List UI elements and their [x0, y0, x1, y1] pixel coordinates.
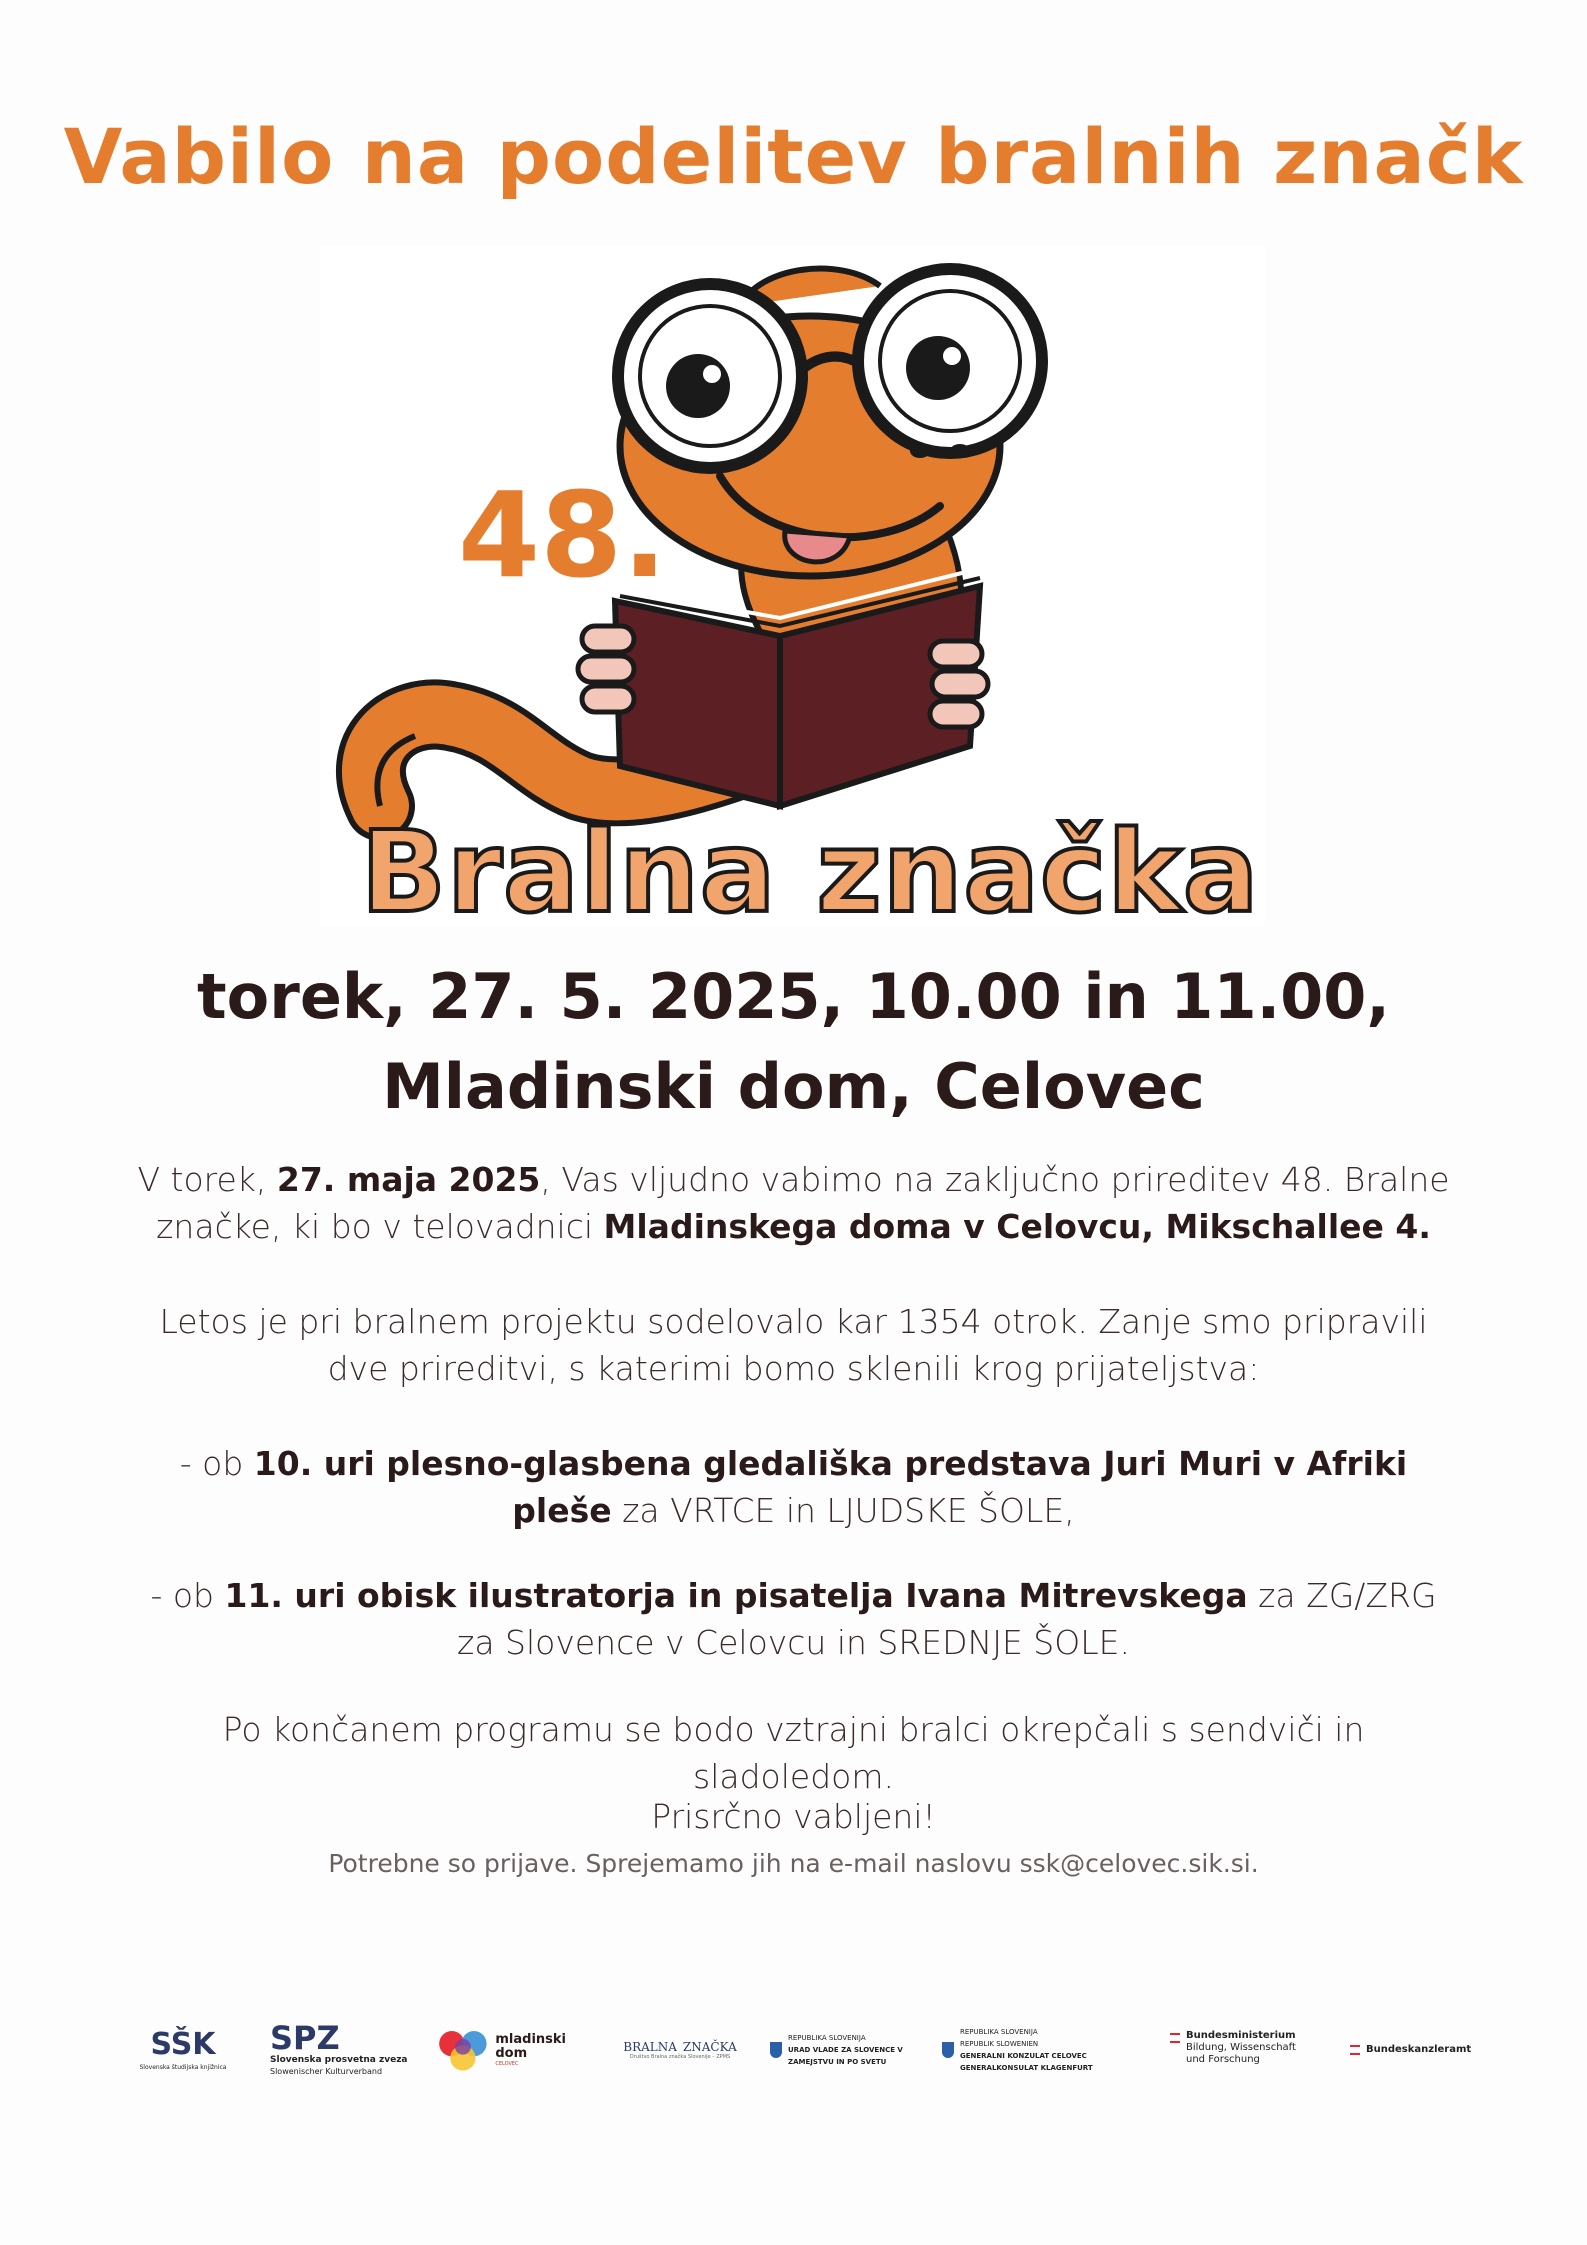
austria-flag-icon: [1350, 2045, 1360, 2055]
konzulat-line-3: GENERALNI KONZULAT CELOVEC: [960, 2052, 1087, 2060]
participants-paragraph: Letos je pri bralnem projektu sodelovalo kar 1354 otrok. Zanje smo pripravili dve prireditvi, s katerimi bomo sklenili krog prijateljstva:: [159, 1302, 1428, 1388]
austria-flag-icon: [1170, 2033, 1180, 2043]
urad-line-2: URAD VLADE ZA SLOVENCE V: [788, 2046, 903, 2054]
registration-note: Potrebne so prijave. Sprejemamo jih na e-mail naslovu ssk@celovec.sik.si.: [328, 1849, 1259, 1878]
bmbwf-line-1: Bundesministerium: [1186, 2030, 1296, 2041]
bmbwf-line-3: und Forschung: [1186, 2054, 1260, 2065]
spz-logo: [270, 2000, 410, 2100]
bundeskanzleramt-logo: [1350, 2000, 1480, 2100]
bmbwf-line-2: Bildung, Wissenschaft: [1186, 2042, 1296, 2053]
slovenia-crest-icon: [770, 2042, 782, 2058]
event-location: Mladinski dom, Celovec: [382, 1050, 1205, 1123]
program-10-audience: za VRTCE in LJUDSKE ŠOLE,: [611, 1491, 1075, 1530]
refreshments-paragraph: Po končanem programu se bodo vztrajni bralci okrepčali s sendviči in sladoledom.: [222, 1710, 1365, 1796]
slovenia-crest-icon: [942, 2042, 954, 2058]
intro-paragraph: [130, 1156, 1457, 1250]
urad-vlade-logo: [770, 2000, 920, 2100]
spz-subtitle-2: Slowenischer Kulturverband: [270, 2067, 383, 2076]
program-11-title: 11. uri obisk ilustratorja in pisatelja Ivana Mitrevskega: [224, 1576, 1248, 1615]
hearts-icon: [436, 2020, 491, 2080]
sponsor-logos: [130, 2000, 1470, 2100]
program-10-prefix: - ob: [179, 1444, 254, 1483]
konzulat-text: [960, 2026, 1093, 2074]
konzulat-line-1: REPUBLIKA SLOVENIJA: [960, 2028, 1038, 2036]
logo-wordmark: Bralna značka: [360, 808, 1260, 938]
intro-text-1: V torek,: [137, 1160, 277, 1199]
bz-wordmark: [623, 2040, 737, 2054]
event-date-time: torek, 27. 5. 2025, 10.00 in 11.00,: [197, 960, 1390, 1033]
konzulat-line-4: GENERALKONSULAT KLAGENFURT: [960, 2064, 1093, 2072]
generalni-konzulat-logo: [942, 2000, 1112, 2100]
urad-line-3: ZAMEJSTVU IN PO SVETU: [788, 2058, 887, 2066]
program-item-11: [130, 1572, 1457, 1666]
intro-date: 27. maja 2025: [276, 1160, 541, 1199]
bundeskanzleramt-text: Bundeskanzleramt: [1366, 2044, 1472, 2055]
program-11-audience: za ZG/ZRG za Slovence v Celovcu in SREDNJE ŠOLE.: [457, 1576, 1437, 1662]
intro-venue: Mladinskega doma v Celovcu, Mikschallee 4.: [603, 1207, 1431, 1246]
ssk-wordmark: SŠK: [150, 2026, 216, 2062]
bmbwf-text: [1186, 2030, 1296, 2066]
page-title: Vabilo na podelitev bralnih značk: [63, 112, 1524, 201]
bz-subtitle: Društvo Bralna značka Slovenije – ZPMS: [629, 2054, 731, 2060]
closing-greeting: Prisrčno vabljeni!: [651, 1797, 936, 1836]
bmbwf-logo: [1170, 2000, 1320, 2100]
bz-word-1: BRALNA: [623, 2040, 677, 2054]
bz-word-2: ZNAČKA: [682, 2040, 737, 2054]
edition-number: 48.: [458, 466, 668, 604]
ssk-logo: [138, 2000, 228, 2100]
spz-wordmark: SPZ: [270, 2019, 340, 2057]
konzulat-line-2: REPUBLIK SLOWENIEN: [960, 2040, 1039, 2048]
program-10-title: 10. uri plesno-glasbena gledališka predstava Juri Muri v Afriki pleše: [253, 1444, 1408, 1530]
program-item-10: [130, 1440, 1457, 1534]
spz-subtitle-1: Slovenska prosvetna zveza: [270, 2055, 408, 2065]
md-line-1: mladinski: [495, 2032, 566, 2047]
urad-text: [788, 2032, 903, 2068]
ssk-subtitle: Slovenska študijska knjižnica: [139, 2063, 227, 2071]
md-line-3: CELOVEC: [495, 2061, 519, 2067]
intro-text-2: , Vas vljudno vabimo na zaključno prireditev 48. Bralne značke, ki bo v telovadnici: [156, 1160, 1450, 1246]
md-text: [495, 2033, 566, 2067]
mladinski-dom-logo: [436, 2000, 566, 2100]
bralna-znacka-small-logo: [620, 2000, 740, 2100]
program-11-prefix: - ob: [150, 1576, 225, 1615]
urad-line-1: REPUBLIKA SLOVENIJA: [788, 2034, 866, 2042]
bralna-znacka-logo: [320, 246, 1265, 938]
md-line-2: dom: [495, 2046, 528, 2061]
